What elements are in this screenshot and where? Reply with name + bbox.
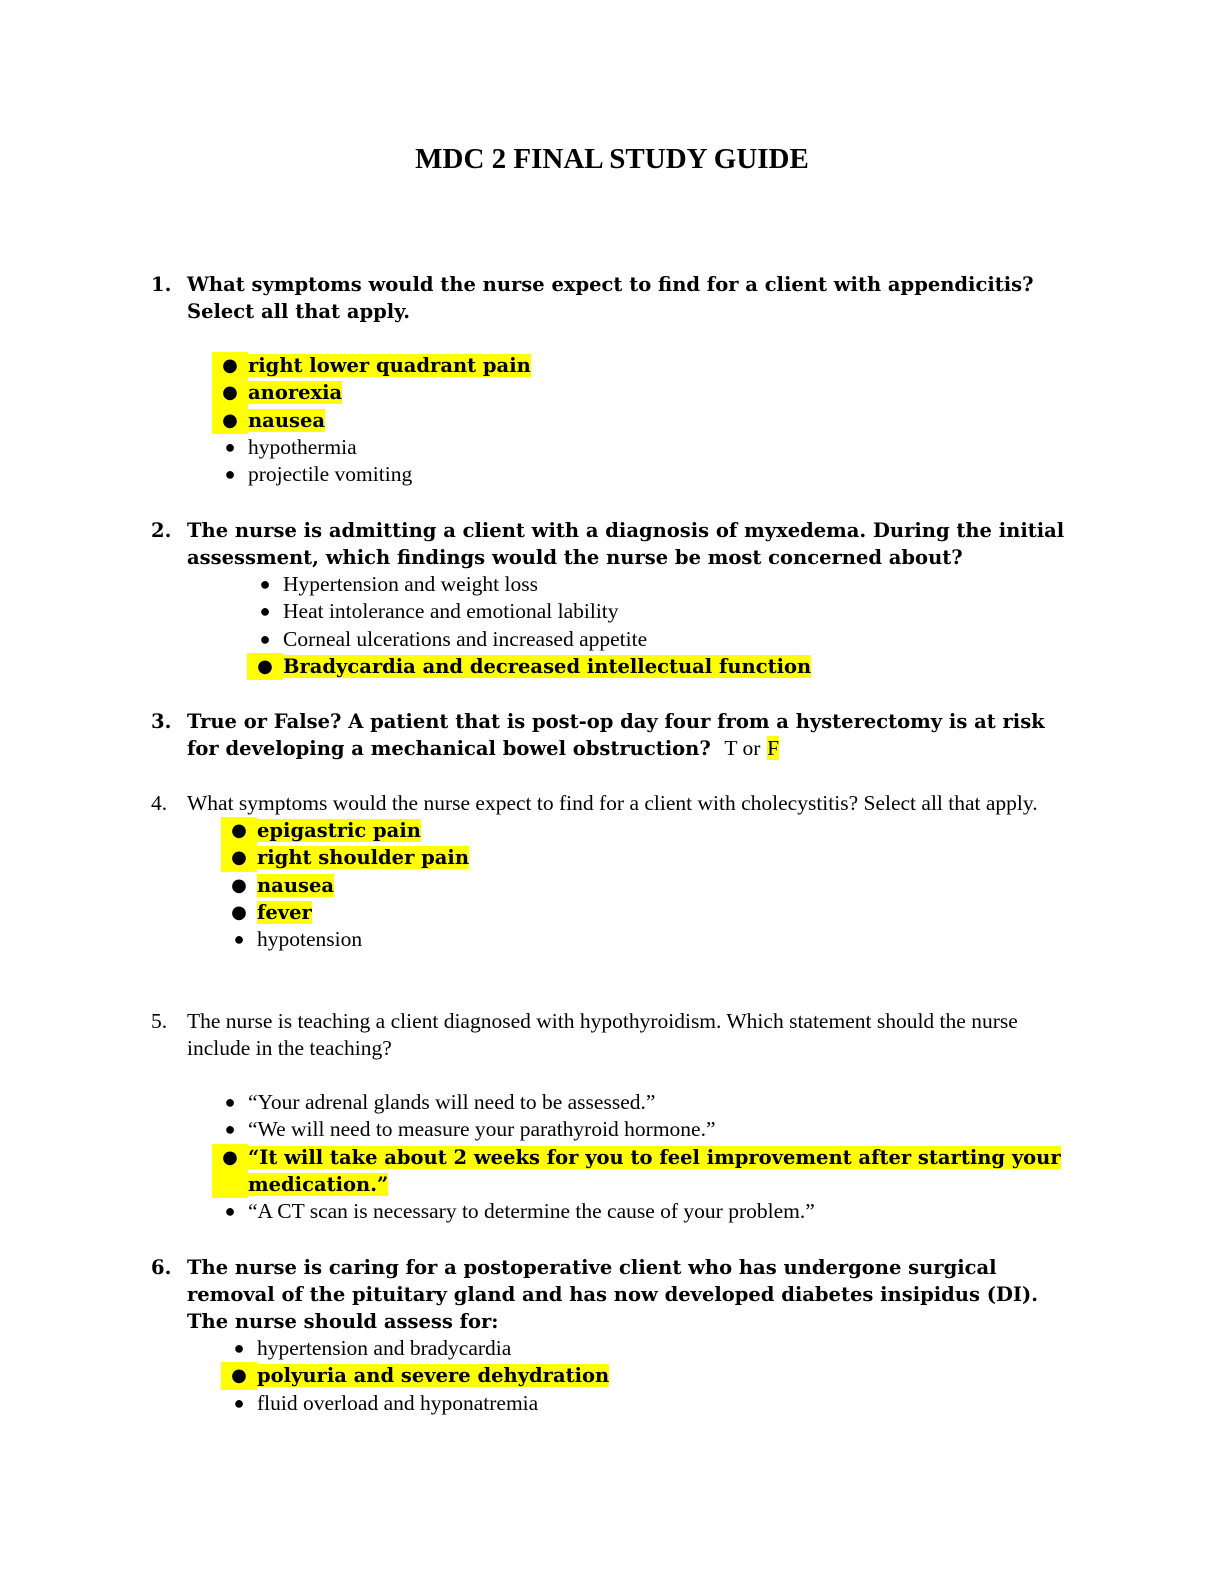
option-text: anorexia (248, 381, 343, 405)
option (221, 926, 1081, 953)
option-correct (221, 844, 1081, 871)
question-2 (151, 517, 1081, 680)
question-number: 5. (151, 1009, 168, 1033)
question-number: 3. (151, 710, 172, 733)
option-correct (212, 1144, 1081, 1199)
option-text: right lower quadrant pain (248, 354, 531, 377)
option-text: fluid overload and hyponatremia (257, 1390, 539, 1415)
option (212, 1089, 1081, 1116)
option-text-continued: medication.” (248, 1172, 389, 1196)
option-correct (212, 379, 1081, 406)
bullet-icon: ● (212, 407, 248, 434)
bullet-icon: ● (221, 817, 257, 844)
option (212, 461, 1081, 488)
question-number: 2. (151, 519, 172, 542)
question-text: The nurse is teaching a client diagnosed with hypothyroidism. Which statement should the nurse include in the teaching? (187, 1009, 1018, 1060)
option (212, 1198, 1081, 1225)
bullet-icon: ● (231, 901, 247, 923)
question-number: 4. (151, 791, 168, 815)
question-text: What symptoms would the nurse expect to find for a client with appendicitis? Select all that apply. (187, 273, 1034, 323)
question-3 (151, 708, 1081, 762)
option-correct (212, 352, 1081, 379)
bullet-icon: ● (212, 352, 248, 379)
option (212, 434, 1081, 461)
option-correct (247, 653, 1081, 680)
option-correct (212, 407, 1081, 434)
option-text: projectile vomiting (248, 462, 413, 487)
option-text: fever (257, 900, 312, 924)
page-title: MDC 2 FINAL STUDY GUIDE (415, 143, 809, 175)
option-text: Hypertension and weight loss (283, 572, 538, 596)
question-6 (151, 1254, 1081, 1417)
option-correct (221, 1362, 1081, 1389)
question-1 (151, 271, 1081, 488)
bullet-icon: ● (221, 1362, 257, 1389)
options-list (212, 352, 1081, 488)
question-number: 6. (151, 1256, 172, 1279)
bullet-icon: ● (224, 464, 236, 485)
bullet-icon: ● (259, 574, 271, 594)
option-correct (221, 817, 1081, 844)
bullet-icon: ● (233, 929, 245, 950)
question-text: What symptoms would the nurse expect to find for a client with cholecystitis? Select all that apply. (187, 791, 1038, 815)
bullet-icon: ● (224, 436, 236, 457)
option-text: “We will need to measure your parathyroid hormone.” (248, 1117, 716, 1142)
option-text: “Your adrenal glands will need to be assessed.” (248, 1090, 656, 1114)
option-text: “It will take about 2 weeks for you to feel improvement after starting your (248, 1145, 1061, 1169)
option-text: nausea (257, 873, 335, 897)
bullet-icon: ● (247, 653, 283, 680)
bullet-icon: ● (224, 1092, 236, 1112)
answer-prefix: T or (724, 736, 761, 760)
option (247, 626, 1081, 653)
option-text: Bradycardia and decreased intellectual function (283, 654, 812, 678)
bullet-icon: ● (259, 628, 271, 649)
bullet-icon: ● (231, 874, 247, 896)
option-text: hypertension and bradycardia (257, 1336, 512, 1360)
option-text: right shoulder pain (257, 846, 469, 870)
option-text: Corneal ulcerations and increased appetite (283, 626, 648, 651)
bullet-icon: ● (259, 601, 271, 622)
option-text: polyuria and severe dehydration (257, 1364, 610, 1388)
bullet-icon: ● (212, 379, 248, 406)
options-list (212, 1089, 1081, 1225)
option-correct (221, 872, 1081, 899)
option-text: nausea (248, 408, 326, 432)
question-text: The nurse is admitting a client with a diagnosis of myxedema. During the initial assessment, which findings would the nurse be most concerned about? (187, 519, 1065, 569)
bullet-icon: ● (224, 1201, 236, 1222)
question-4 (151, 790, 1081, 953)
question-number: 1. (151, 273, 172, 296)
answer-selected: F (767, 736, 780, 760)
option-text: epigastric pain (257, 819, 421, 842)
option-text: hypotension (257, 927, 363, 952)
option (221, 1390, 1081, 1417)
option-text: “A CT scan is necessary to determine the cause of your problem.” (248, 1199, 815, 1224)
options-list (247, 571, 1081, 680)
option-text: Heat intolerance and emotional lability (283, 599, 619, 624)
option-correct (221, 899, 1081, 926)
options-list (221, 1335, 1081, 1417)
bullet-icon: ● (233, 1338, 245, 1358)
bullet-icon: ● (212, 1144, 248, 1199)
question-text: The nurse is caring for a postoperative client who has undergone surgical removal of the pituitary gland and has now developed diabetes insipidus (DI). The nurse should assess for: (187, 1256, 1038, 1333)
option (247, 571, 1081, 598)
bullet-icon: ● (221, 844, 257, 871)
options-list (221, 817, 1081, 953)
bullet-icon: ● (224, 1119, 236, 1140)
question-text: True or False? A patient that is post-op day four from a hysterectomy is at risk for developing a mechanical bowel obstruction? (187, 710, 1045, 760)
bullet-icon: ● (233, 1392, 245, 1413)
option (221, 1335, 1081, 1362)
question-5 (151, 1008, 1081, 1225)
option-text: hypothermia (248, 434, 357, 459)
option (247, 598, 1081, 625)
option (212, 1116, 1081, 1143)
